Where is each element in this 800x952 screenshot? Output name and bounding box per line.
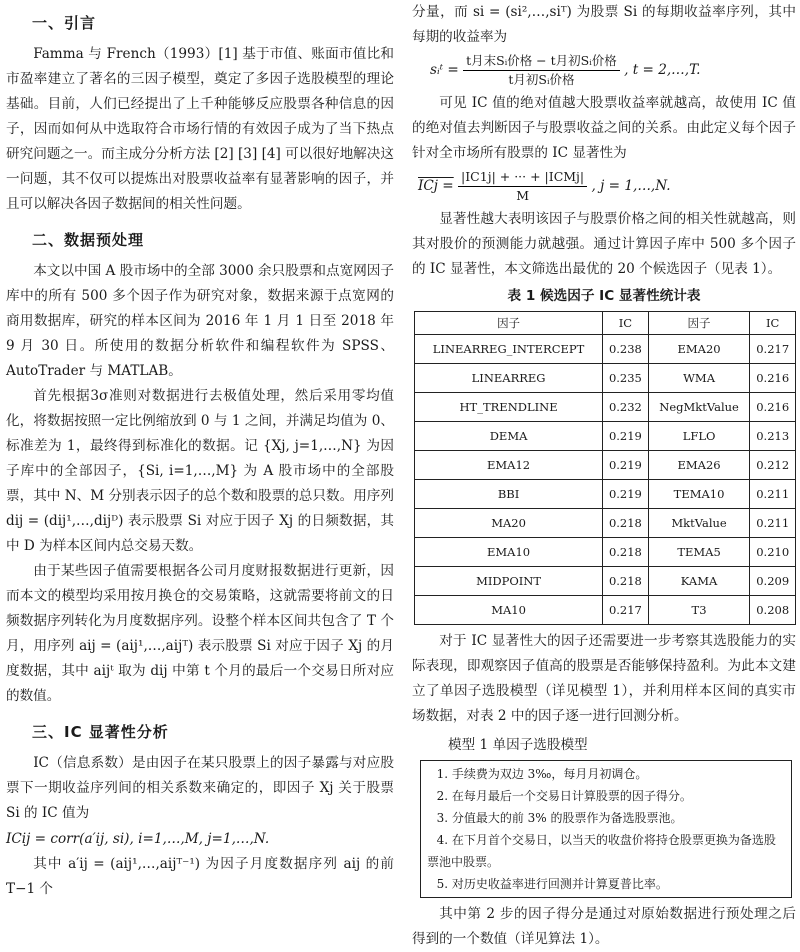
table-row (415, 596, 796, 625)
table-cell: TEMA5 (648, 538, 750, 567)
table-cell: BBI (415, 480, 603, 509)
table-cell: 0.211 (750, 480, 796, 509)
return-formula-denominator: t月初Sᵢ价格 (508, 72, 575, 87)
table-row (415, 335, 796, 364)
table-cell: EMA12 (415, 451, 603, 480)
section-3-paragraph-2: 其中 a′ij = (aij¹,…,aijᵀ⁻¹) 为因子月度数据序列 aij 的前 T−1 个 (6, 856, 394, 897)
section-3-paragraph-1: IC（信息系数）是由因子在某只股票上的因子暴露与对应股票下一期收益序列间的相关系数来确定的，即因子 Xj 关于股票 Si 的 IC 值为 (6, 755, 394, 821)
left-column (6, 0, 394, 902)
table-cell: LINEARREG (415, 364, 603, 393)
ic-significance-denominator: M (516, 188, 529, 203)
return-formula-lhs: sᵢᵗ = (430, 62, 459, 78)
ic-significance-lhs: ICj = (418, 178, 454, 194)
section-1-paragraph: Famma 与 French（1993）[1] 基于市值、账面市值比和市盈率建立了著名的三因子模型，奠定了多因子选股模型的理论基础。目前，人们已经提出了上千种能够反应股票各种信息的因子，因而如何从中选取符合市场行情的有效因子成为了当下热点研究问题之一。而主成分分析方法 [2] [3] [4] 可以很好地解决这一问题，其不仅可以提炼出对股票收益率有显著影响的因子，并且可以解决各因子数据间的相关性问题。 (6, 46, 394, 212)
ic-significance-numerator: |IC1j| + ··· + |ICMj| (458, 168, 587, 187)
table-cell: DEMA (415, 422, 603, 451)
right-paragraph-2: 显著性越大表明该因子与股票价格之间的相关性就越高，则其对股价的预测能力就越强。通过计算因子库中 500 多个因子的 IC 显著性，本文筛选出最优的 20 个候选因子（见表 1）。 (412, 211, 796, 277)
table-cell: MIDPOINT (415, 567, 603, 596)
table-cell: 0.219 (603, 480, 649, 509)
table-cell: LFLO (648, 422, 750, 451)
right-paragraph-0: 分量，而 si = (si²,…,siᵀ) 为股票 Si 的每期收益率序列，其中每期的收益率为 (412, 4, 796, 45)
table-cell: 0.211 (750, 509, 796, 538)
ic-formula: ICij = corr(a′ij, si), i=1,…,M, j=1,…,N. (6, 831, 270, 847)
table-cell: WMA (648, 364, 750, 393)
table-cell: MktValue (648, 509, 750, 538)
model-box (420, 760, 792, 898)
section-2-paragraph-2: 首先根据3σ准则对数据进行去极值处理，然后采用零均值化，将数据按照一定比例缩放到 0 与 1 之间，并满足均值为 0、标准差为 1，最终得到标准化的数据。记 {Xj, j=1,…,N} 为因子库中的全部因子，{Si, i=1,…,M} 为 A 股市场中的全部股票，其中 N、M 分别表示因子的总个数和股票的总只数。用序列 dij = (dij¹,…,dijᴰ) 表示股票 Si 对应于因子 Xj 的日频数据，其中 D 为样本区间内总交易天数。 (6, 388, 394, 554)
section-1-title: 一、引言 (32, 14, 97, 32)
ic-significance-fraction (458, 168, 587, 205)
table-row (415, 480, 796, 509)
table-row (415, 538, 796, 567)
table-cell: 0.218 (603, 538, 649, 567)
model-step: 1. 手续费为双边 3‰，每月月初调仓。 (436, 767, 648, 781)
table-cell: 0.209 (750, 567, 796, 596)
section-3-title: 三、IC 显著性分析 (32, 723, 169, 741)
table-cell: EMA26 (648, 451, 750, 480)
section-2-paragraph-3: 由于某些因子值需要根据各公司月度财报数据进行更新，因而本文的模型均采用按月换仓的交易策略，这就需要将前文的日频数据序列转化为月度数据序列。设整个样本区间共包含了 T 个月，用序列 aij = (aij¹,…,aijᵀ) 表示股票 Si 对应于因子 Xj 的月度数据，其中 aijᵗ 取为 dij 中第 t 个月的最后一个交易日所对应的数值。 (6, 563, 394, 704)
table-row (415, 567, 796, 596)
table-title: 表 1 候选因子 IC 显著性统计表 (507, 288, 701, 304)
table-cell: 0.212 (750, 451, 796, 480)
table-cell: 0.210 (750, 538, 796, 567)
right-paragraph-4: 其中第 2 步的因子得分是通过对原始数据进行预处理之后得到的一个数值（详见算法 1）。 (412, 906, 796, 947)
table-cell: 0.232 (603, 393, 649, 422)
return-formula-numerator: t月末Sᵢ价格 − t月初Sᵢ价格 (463, 52, 620, 71)
right-paragraph-3: 对于 IC 显著性大的因子还需要进一步考察其选股能力的实际表现，即观察因子值高的股票是否能够保持盈利。为此本文建立了单因子选股模型（详见模型 1），并利用样本区间的真实市场数据，对表 2 中的因子逐一进行回测分析。 (412, 633, 796, 724)
table-header-cell: IC (750, 312, 796, 335)
table-cell: 0.219 (603, 422, 649, 451)
table-cell: EMA10 (415, 538, 603, 567)
model-step: 3. 分值最大的前 3% 的股票作为备选股票池。 (436, 811, 683, 825)
table-cell: 0.218 (603, 509, 649, 538)
right-paragraph-1: 可见 IC 值的绝对值越大股票收益率就越高，故使用 IC 值的绝对值去判断因子与股票收益之间的关系。由此定义每个因子针对全市场所有股票的 IC 显著性为 (412, 95, 796, 161)
table-cell: 0.208 (750, 596, 796, 625)
ic-table (414, 311, 796, 625)
table-cell: TEMA10 (648, 480, 750, 509)
table-cell: HT_TRENDLINE (415, 393, 603, 422)
model-step: 4. 在下月首个交易日，以当天的收盘价将持仓股票更换为备选股票池中股票。 (427, 833, 776, 869)
section-2-title: 二、数据预处理 (32, 231, 145, 249)
return-formula (430, 52, 796, 89)
table-header-cell: IC (603, 312, 649, 335)
return-formula-fraction (463, 52, 620, 89)
table-cell: MA10 (415, 596, 603, 625)
return-formula-rhs: , t = 2,…,T. (624, 62, 701, 78)
table-cell: 0.213 (750, 422, 796, 451)
table-row (415, 393, 796, 422)
table-row (415, 509, 796, 538)
table-cell: LINEARREG_INTERCEPT (415, 335, 603, 364)
table-cell: KAMA (648, 567, 750, 596)
table-header-cell: 因子 (415, 312, 603, 335)
table-header-cell: 因子 (648, 312, 750, 335)
table-header-row (415, 312, 796, 335)
table-cell: EMA20 (648, 335, 750, 364)
table-cell: 0.235 (603, 364, 649, 393)
table-cell: 0.217 (750, 335, 796, 364)
ic-significance-formula (418, 168, 796, 205)
section-2-paragraph-1: 本文以中国 A 股市场中的全部 3000 余只股票和点宽网因子库中的所有 500 多个因子作为研究对象，数据来源于点宽网的商用数据库，研究的样本区间为 2016 年 1 月 1 日至 2018 年 9 月 30 日。所使用的数据分析软件和编程软件为 SPSS、AutoTrader 与 MATLAB。 (6, 263, 394, 379)
table-cell: MA20 (415, 509, 603, 538)
ic-significance-rhs: , j = 1,…,N. (591, 178, 671, 194)
right-column (412, 0, 796, 952)
table-cell: 0.217 (603, 596, 649, 625)
table-cell: NegMktValue (648, 393, 750, 422)
table-cell: 0.238 (603, 335, 649, 364)
table-row (415, 422, 796, 451)
model-step: 2. 在每月最后一个交易日计算股票的因子得分。 (436, 789, 692, 803)
model-title: 模型 1 单因子选股模型 (448, 737, 588, 753)
table-cell: 0.216 (750, 393, 796, 422)
table-row (415, 364, 796, 393)
table-cell: 0.216 (750, 364, 796, 393)
table-body (415, 335, 796, 625)
table-cell: 0.219 (603, 451, 649, 480)
table-cell: T3 (648, 596, 750, 625)
table-cell: 0.218 (603, 567, 649, 596)
model-step: 5. 对历史收益率进行回测并计算夏普比率。 (436, 877, 668, 891)
table-row (415, 451, 796, 480)
